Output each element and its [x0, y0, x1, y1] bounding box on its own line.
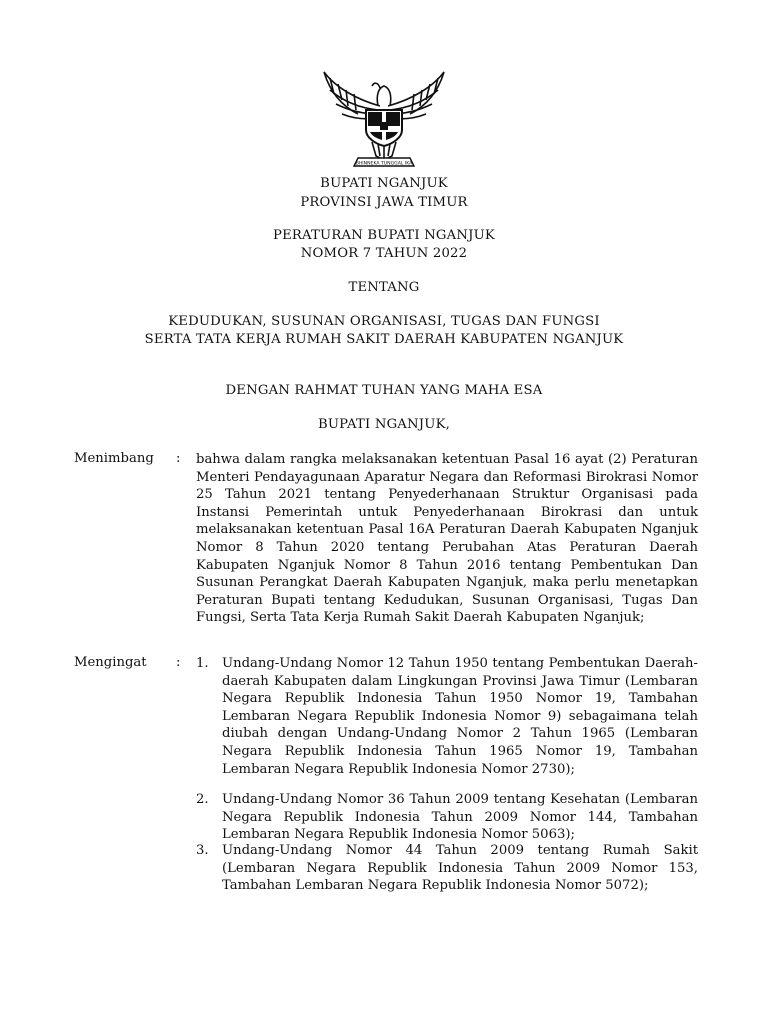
subject-line-2: SERTA TATA KERJA RUMAH SAKIT DAERAH KABUPATEN NGANJUK: [144, 332, 624, 347]
subject-line-1: KEDUDUKAN, SUSUNAN ORGANISASI, TUGAS DAN FUNGSI: [168, 314, 600, 329]
emblem-motto: BHINNEKA TUNGGAL IKA: [355, 161, 413, 167]
invocation: DENGAN RAHMAT TUHAN YANG MAHA ESA: [225, 383, 543, 398]
regulation-title: PERATURAN BUPATI NGANJUK: [273, 228, 495, 243]
mengingat-label: Mengingat: [74, 655, 147, 670]
header-line-2: PROVINSI JAWA TIMUR: [300, 195, 468, 210]
garuda-emblem-icon: [318, 66, 450, 170]
menimbang-text: bahwa dalam rangka melaksanakan ketentuan Pasal 16 ayat (2) Peraturan Menteri Pendayagunaan Aparatur Negara dan Reformasi Birokrasi Nomor 25 Tahun 2021 tentang Penyederhanaan Struktur Organisasi pada Instansi Pemerintah untuk Penyederhanaan Birokrasi dan untuk melaksanakan ketentuan Pasal 16A Peraturan Daerah Kabupaten Nganjuk Nomor 8 Tahun 2020 tentang Perubahan Atas Peraturan Daerah Kabupaten Nganjuk Nomor 8 Tahun 2016 tentang Pembentukan Dan Susunan Perangkat Daerah Kabupaten Nganjuk, maka perlu menetapkan Peraturan Bupati tentang Kedudukan, Susunan Organisasi, Tugas Dan Fungsi, Serta Tata Kerja Rumah Sakit Daerah Kabupaten Nganjuk;: [196, 452, 698, 626]
list-item-number: 1.: [196, 656, 209, 671]
about-heading: TENTANG: [348, 280, 420, 295]
header-line-1: BUPATI NGANJUK: [320, 176, 448, 191]
menimbang-label: Menimbang: [74, 451, 154, 466]
regulation-number: NOMOR 7 TAHUN 2022: [300, 246, 468, 261]
list-item-number: 2.: [196, 792, 209, 807]
list-item-text: Undang-Undang Nomor 12 Tahun 1950 tentang Pembentukan Daerah-daerah Kabupaten dalam Lingkungan Provinsi Jawa Timur (Lembaran Negara Republik Indonesia Tahun 1950 Nomor 19, Tambahan Lembaran Negara Republik Indonesia Nomor 9) sebagaimana telah diubah dengan Undang-Undang Nomor 2 Tahun 1965 (Lembaran Negara Republik Indonesia Tahun 1965 Nomor 19, Tambahan Lembaran Negara Republik Indonesia Nomor 2730);: [222, 656, 698, 777]
authority: BUPATI NGANJUK,: [317, 417, 451, 432]
list-item-number: 3.: [196, 843, 209, 858]
mengingat-colon: :: [176, 655, 181, 670]
menimbang-colon: :: [176, 451, 181, 466]
list-item-text: Undang-Undang Nomor 44 Tahun 2009 tentang Rumah Sakit (Lembaran Negara Republik Indonesia Tahun 2009 Nomor 153, Tambahan Lembaran Negara Republik Indonesia Nomor 5072);: [222, 843, 698, 894]
list-item-text: Undang-Undang Nomor 36 Tahun 2009 tentang Kesehatan (Lembaran Negara Republik Indonesia Tahun 2009 Nomor 144, Tambahan Lembaran Negara Republik Indonesia Nomor 5063);: [222, 792, 698, 843]
